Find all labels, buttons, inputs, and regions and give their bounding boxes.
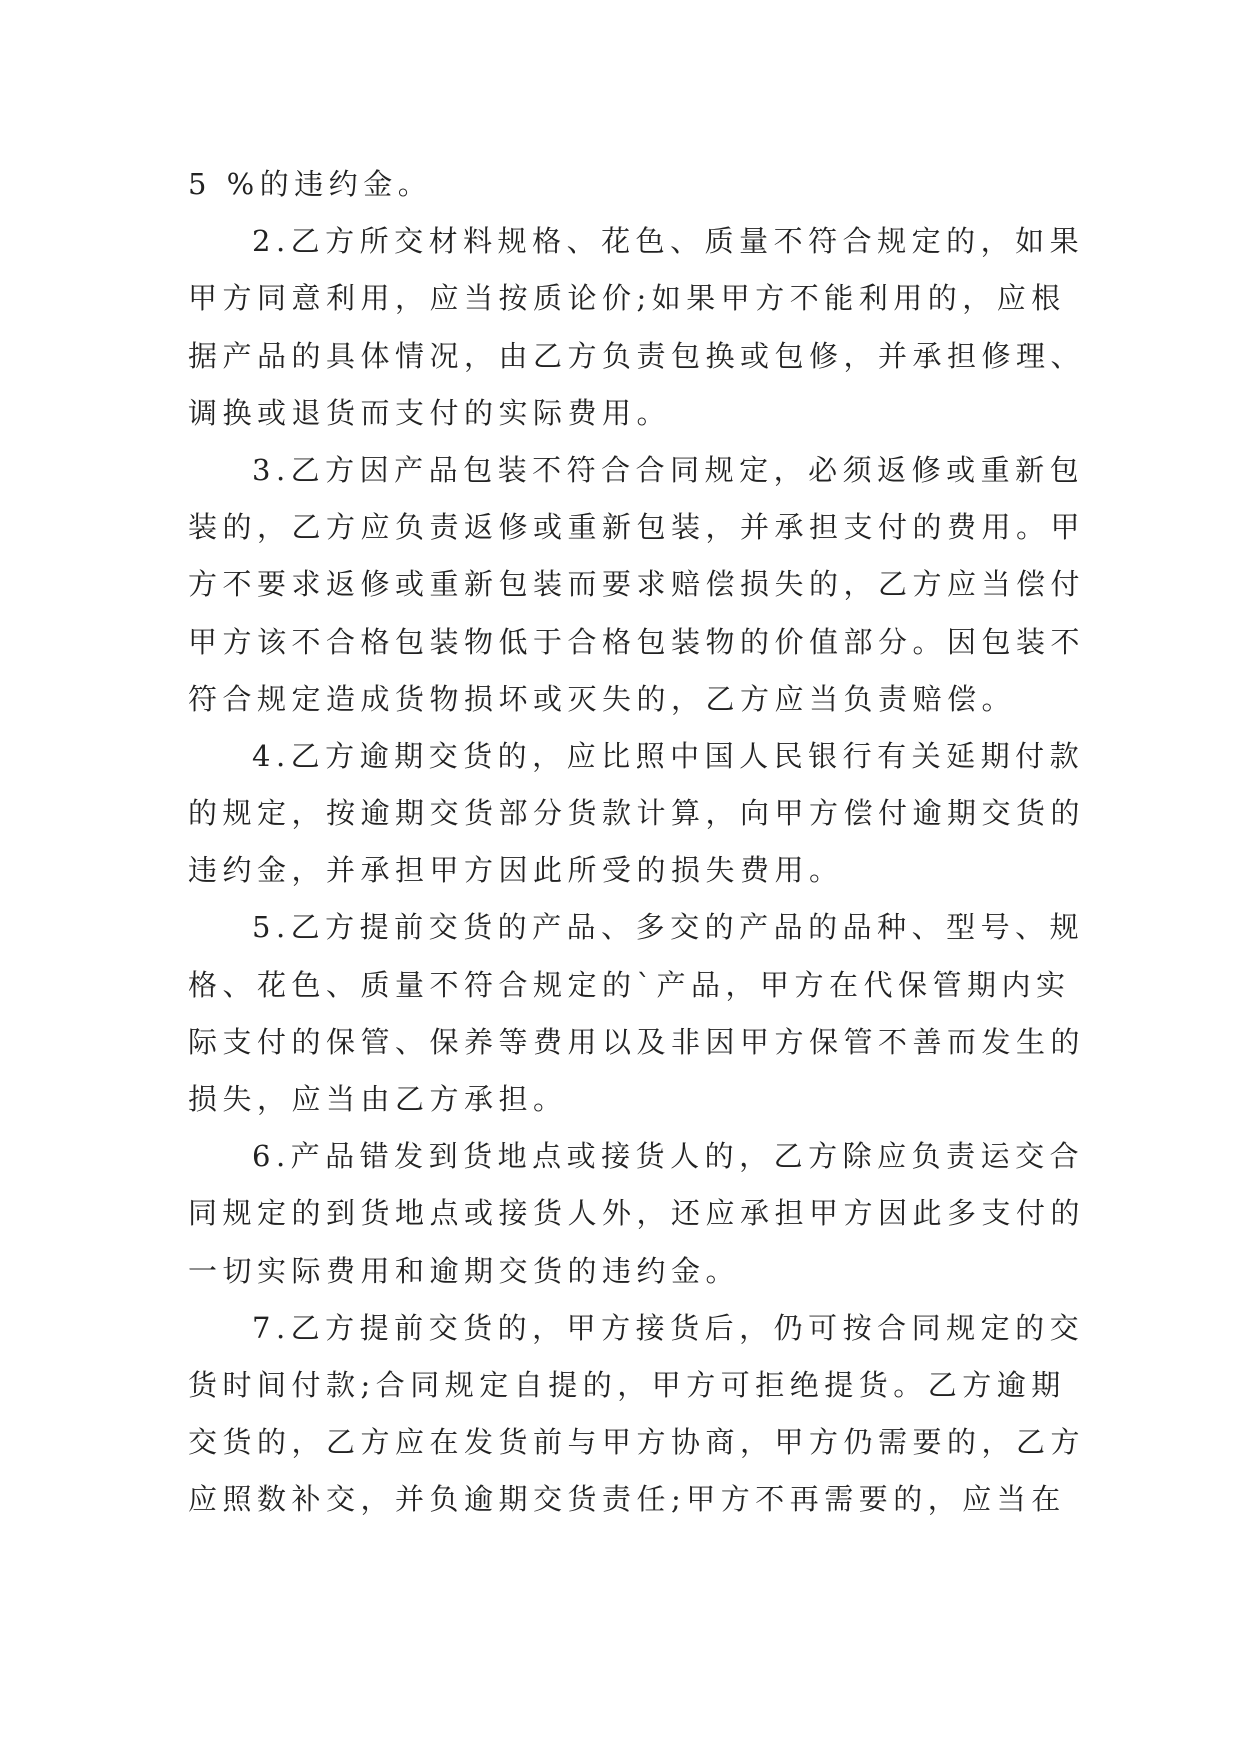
text-line: 7.乙方提前交货的，甲方接货后，仍可按合同规定的交: [252, 1310, 1085, 1345]
text-line: 装的，乙方应负责返修或重新包装，并承担支付的费用。甲: [188, 510, 1086, 545]
text-line: 据产品的具体情况，由乙方负责包换或包修，并承担修理、: [188, 338, 1086, 373]
text-line: 货时间付款;合同规定自提的，甲方可拒绝提货。乙方逾期: [188, 1367, 1066, 1402]
text-line: 符合规定造成货物损坏或灭失的，乙方应当负责赔偿。: [188, 681, 1017, 716]
text-line: 调换或退货而支付的实际费用。: [188, 395, 672, 430]
text-line: 损失，应当由乙方承担。: [188, 1082, 568, 1116]
text-line: 格、花色、质量不符合规定的`产品，甲方在代保管期内实: [188, 967, 1071, 1002]
text-line: 3.乙方因产品包装不符合合同规定，必须返修或重新包: [252, 452, 1085, 487]
text-line: 2.乙方所交材料规格、花色、质量不符合规定的，如果: [252, 224, 1085, 259]
text-line: 甲方同意利用，应当按质论价;如果甲方不能利用的，应根: [188, 281, 1066, 316]
text-line: 的规定，按逾期交货部分货款计算，向甲方偿付逾期交货的: [188, 796, 1086, 831]
text-line: 一切实际费用和逾期交货的违约金。: [188, 1253, 741, 1288]
text-line: 甲方该不合格包装物低于合格包装物的价值部分。因包装不: [188, 624, 1086, 659]
text-line: 5.乙方提前交货的产品、多交的产品的品种、型号、规: [252, 910, 1085, 945]
text-line: 际支付的保管、保养等费用以及非因甲方保管不善而发生的: [188, 1024, 1086, 1059]
text-line: 4.乙方逾期交货的，应比照中国人民银行有关延期付款: [252, 738, 1085, 773]
text-line: 5 %的违约金。: [188, 167, 433, 201]
text-line: 6.产品错发到货地点或接货人的，乙方除应负责运交合: [252, 1139, 1085, 1174]
text-line: 违约金，并承担甲方因此所受的损失费用。: [188, 853, 844, 888]
text-line: 交货的，乙方应在发货前与甲方协商，甲方仍需要的，乙方: [188, 1425, 1086, 1460]
document-body: [188, 156, 1086, 1529]
text-line: 同规定的到货地点或接货人外，还应承担甲方因此多支付的: [188, 1196, 1086, 1231]
text-line: 应照数补交，并负逾期交货责任;甲方不再需要的，应当在: [188, 1482, 1066, 1517]
text-line: 方不要求返修或重新包装而要求赔偿损失的，乙方应当偿付: [188, 567, 1086, 602]
